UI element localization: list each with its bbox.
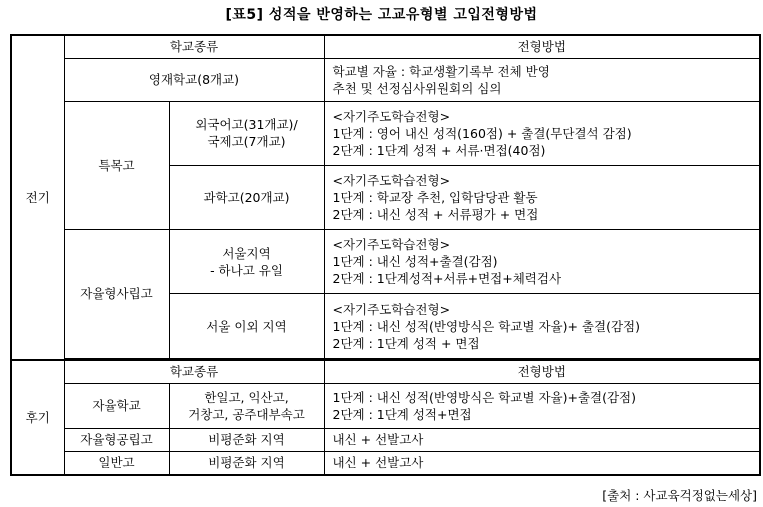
general-method: 내신 + 선발고사 — [324, 451, 760, 475]
table-title: [표5] 성적을 반영하는 고교유형별 고입전형방법 — [225, 7, 538, 23]
autonomous-name: 자율학교 — [64, 383, 169, 428]
science-school-name: 과학고(20개교) — [169, 165, 324, 229]
foreign-school-name: 외국어고(31개교)/ 국제고(7개교) — [169, 101, 324, 165]
source-note: [출처 : 사교육걱정없는세상] — [602, 488, 757, 503]
seoul-region-name: 서울지역 - 하나고 유일 — [169, 230, 324, 294]
header-school-type: 학교종류 — [64, 35, 324, 58]
autonomous-region: 한일고, 익산고, 거창고, 공주대부속고 — [169, 383, 324, 428]
private-name: 자율형사립고 — [64, 230, 169, 358]
general-region: 비평준화 지역 — [169, 451, 324, 475]
early-label: 전기 — [11, 35, 64, 360]
science-school-method: <자기주도학습전형> 1단계 : 학교장 추천, 입학담당관 활동 2단계 : 내신 성적 + 서류평가 + 면접 — [324, 165, 760, 229]
header-method-late: 전형방법 — [324, 360, 760, 383]
yeongjae-name: 영재학교(8개교) — [64, 58, 324, 101]
autonomous-method: 1단계 : 내신 성적(반영방식은 학교별 자율)+출결(감점) 2단계 : 1단계 성적+면접 — [324, 383, 760, 428]
admission-table — [10, 34, 761, 476]
general-name: 일반고 — [64, 451, 169, 475]
public-region: 비평준화 지역 — [169, 428, 324, 451]
foreign-school-method: <자기주도학습전형> 1단계 : 영어 내신 성적(160점) + 출결(무단결석 감점) 2단계 : 1단계 성적 + 서류·면접(40점) — [324, 101, 760, 165]
public-name: 자율형공립고 — [64, 428, 169, 451]
outside-seoul-name: 서울 이외 지역 — [169, 294, 324, 358]
public-method: 내신 + 선발고사 — [324, 428, 760, 451]
header-school-type-late: 학교종류 — [64, 360, 324, 383]
late-label: 후기 — [11, 360, 64, 475]
outside-seoul-method: <자기주도학습전형> 1단계 : 내신 성적(반영방식은 학교별 자율)+ 출결(감점) 2단계 : 1단계 성적 + 면접 — [324, 294, 760, 358]
teukmok-name: 특목고 — [64, 101, 169, 229]
header-method: 전형방법 — [324, 35, 760, 58]
yeongjae-method: 학교별 자율 : 학교생활기록부 전체 반영 추천 및 선정심사위원회의 심의 — [324, 58, 760, 101]
seoul-region-method: <자기주도학습전형> 1단계 : 내신 성적+출결(감점) 2단계 : 1단계성적+서류+면접+체력검사 — [324, 230, 760, 294]
